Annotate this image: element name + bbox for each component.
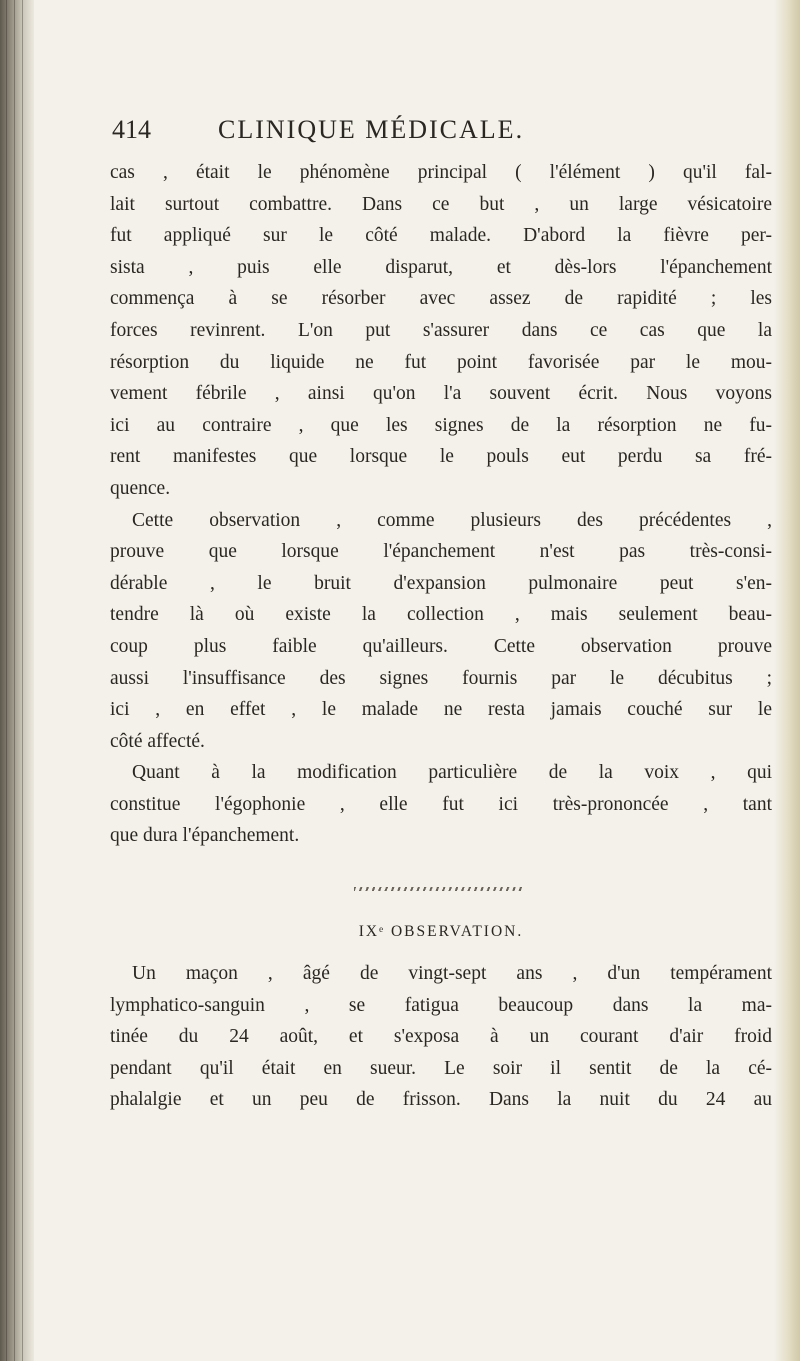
text-line: cas , était le phénomène principal ( l'élément ) qu'il fal- bbox=[110, 162, 772, 183]
text-line: Un maçon , âgé de vingt-sept ans , d'un tempérament bbox=[132, 963, 772, 985]
section-heading: IXᵉ OBSERVATION. bbox=[358, 923, 524, 941]
running-head bbox=[110, 115, 772, 155]
page-number: 414 bbox=[112, 115, 151, 144]
text-line: que dura l'épanchement. bbox=[110, 825, 300, 847]
text-line: vement fébrile , ainsi qu'on l'a souvent écrit. Nous voyons bbox=[110, 383, 772, 405]
text-line: phalalgie et un peu de frisson. Dans la nuit du 24 au bbox=[110, 1089, 772, 1111]
text-line: fut appliqué sur le côté malade. D'abord la fièvre per- bbox=[110, 225, 772, 247]
text-line: résorption du liquide ne fut point favorisée par le mou- bbox=[110, 351, 772, 373]
text-line: quence. bbox=[110, 477, 171, 499]
text-line: commença à se résorber avec assez de rapidité ; les bbox=[110, 288, 772, 310]
text-line: constitue l'égophonie , elle fut ici très-prononcée , tant bbox=[110, 793, 772, 815]
text-line: forces revinrent. L'on put s'assurer dans ce cas que la bbox=[110, 319, 772, 341]
section-text bbox=[110, 958, 772, 1116]
text-line: lait surtout combattre. Dans ce but , un large vésicatoire bbox=[110, 193, 772, 215]
text-line: dérable , le bruit d'expansion pulmonaire peut s'en- bbox=[110, 572, 772, 594]
body-text bbox=[110, 157, 772, 852]
page-edge-shadow bbox=[774, 0, 800, 1361]
separator-ornament bbox=[110, 882, 772, 896]
book-page bbox=[110, 115, 772, 1116]
binding-line bbox=[6, 0, 7, 1361]
running-title: CLINIQUE MÉDICALE. bbox=[218, 115, 525, 144]
text-line: tinée du 24 août, et s'exposa à un courant d'air froid bbox=[110, 1026, 772, 1048]
binding-line bbox=[22, 0, 23, 1361]
text-line: aussi l'insuffisance des signes fournis par le décubitus ; bbox=[110, 667, 772, 689]
text-line: côté affecté. bbox=[110, 730, 205, 752]
text-line: pendant qu'il était en sueur. Le soir il sentit de la cé- bbox=[110, 1057, 772, 1079]
text-line: coup plus faible qu'ailleurs. Cette observation prouve bbox=[110, 635, 772, 657]
text-line: prouve que lorsque l'épanchement n'est pas très-consi- bbox=[110, 541, 772, 563]
text-line: ici au contraire , que les signes de la résorption ne fu- bbox=[110, 414, 772, 436]
binding-line bbox=[14, 0, 15, 1361]
text-line: lymphatico-sanguin , se fatigua beaucoup dans la ma- bbox=[110, 994, 772, 1016]
text-line: Quant à la modification particulière de la voix , qui bbox=[132, 762, 772, 784]
text-line: Cette observation , comme plusieurs des précédentes , bbox=[132, 509, 772, 531]
text-line: sista , puis elle disparut, et dès-lors l'épanchement bbox=[110, 256, 772, 278]
text-line: ici , en effet , le malade ne resta jamais couché sur le bbox=[110, 699, 772, 721]
ornament-rule bbox=[354, 887, 524, 891]
text-line: rent manifestes que lorsque le pouls eut perdu sa fré- bbox=[110, 446, 772, 468]
text-line: tendre là où existe la collection , mais seulement beau- bbox=[110, 604, 772, 626]
